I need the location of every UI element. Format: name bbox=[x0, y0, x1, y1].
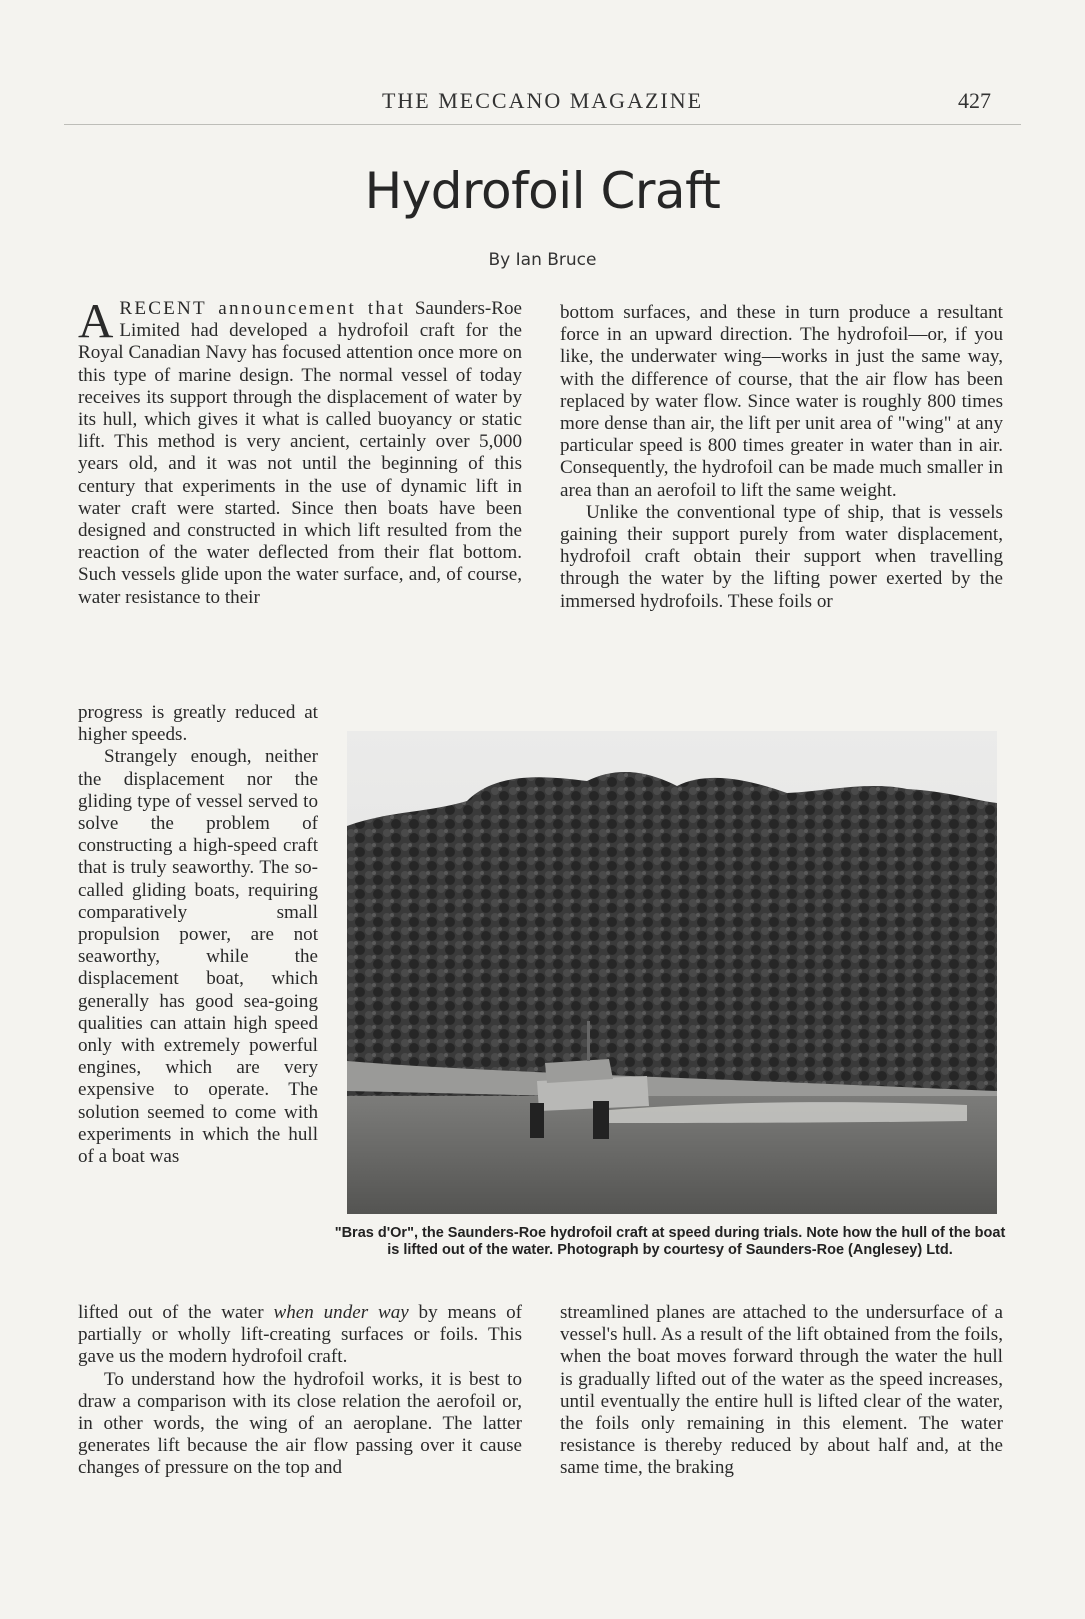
lifted-italic: when under way bbox=[273, 1302, 409, 1323]
magazine-title: THE MECCANO MAGAZINE bbox=[381, 88, 704, 113]
paragraph-streamlined: streamlined planes are attached to the undersurface of a vessel's hull. As a result of the lift obtained from the foils, when the boat moves forward through the water the hull is gradually lifted out of the water as the speed increases, until eventually the entire hull is lifted clear of the water, the foils only remaining in this element. The water resistance is thereby reduced by about half and, at the same time, the braking bbox=[560, 1302, 1003, 1479]
paragraph-unlike: Unlike the conventional type of ship, that is vessels gaining their support purely from water displacement, hydrofoil craft obtain their support when travelling through the water by the lifting power exerted by the immersed hydrofoils. These foils or bbox=[560, 501, 1003, 612]
article-title: Hydrofoil Craft bbox=[364, 162, 721, 220]
photo-illustration bbox=[347, 731, 997, 1214]
page-number: 427 bbox=[958, 88, 991, 113]
intro-rest: Saunders-Roe Limited had developed a hydrofoil craft for the Royal Canadian Navy has focused attention once more on this type of marine design. The normal vessel of today receives its support through the displacement of water by its hull, which gives it what is called buoyancy or static lift. This method is very ancient, certainly over 5,000 years old, and it was not until the beginning of this century that experiments in the use of dynamic lift in water craft were started. Since then boats have been designed and constructed in which lift resulted from the reaction of the water deflected from their flat bottom. Such vessels glide upon the water surface, and, of course, water resistance to their bbox=[78, 298, 522, 608]
running-head bbox=[64, 84, 1021, 125]
left-column-narrow bbox=[78, 702, 318, 1168]
lifted-start: lifted out of the water bbox=[78, 1302, 274, 1323]
paragraph-strangely: Strangely enough, neither the displacement nor the gliding type of vessel served to solve the problem of constructing a high-speed craft that is truly seaworthy. The so-called gliding boats, requiring comparatively small propulsion power, are not seaworthy, while the displacement boat, which generally has good sea-going qualities can attain high speed only with extremely powerful engines, which are very expensive to operate. The solution seemed to come with experiments in which the hull of a boat was bbox=[78, 746, 318, 1168]
left-column-top bbox=[78, 293, 522, 609]
photo-caption: "Bras d'Or", the Saunders-Roe hydrofoil craft at speed during trials. Note how the hull of the boat is lifted out of the water. Photograph by courtesy of Saunders-Roe (Anglesey) Ltd. bbox=[334, 1225, 1006, 1258]
byline: By Ian Bruce bbox=[488, 250, 597, 270]
paragraph-lifted bbox=[78, 1302, 522, 1369]
lifted-end: by means of partially or wholly lift-creating surfaces or foils. This gave us the modern hydrofoil craft. bbox=[78, 1302, 522, 1368]
paragraph-progress: progress is greatly reduced at higher speeds. bbox=[78, 702, 318, 746]
paragraph-intro bbox=[78, 293, 522, 609]
paragraph-bottom-surfaces: bottom surfaces, and these in turn produce a resultant force in an upward direction. The hydrofoil—or, if you like, the underwater wing—works in just the same way, with the difference of course, that the air flow has been replaced by water flow. Since water is roughly 800 times more dense than air, the lift per unit area of "wing" at any particular speed is 800 times greater in water than in air. Consequently, the hydrofoil can be made much smaller in area than an aerofoil to lift the same weight. bbox=[560, 302, 1003, 501]
paragraph-understand: To understand how the hydrofoil works, it is best to draw a comparison with its close relation the aerofoil or, in other words, the wing of an aeroplane. The latter generates lift because the air flow passing over it cause changes of pressure on the top and bbox=[78, 1368, 522, 1479]
right-column-bottom bbox=[560, 1302, 1003, 1480]
hydrofoil-photo bbox=[347, 731, 997, 1214]
right-column-top bbox=[560, 302, 1003, 613]
left-column-bottom bbox=[78, 1302, 522, 1480]
intro-first-line: RECENT announcement that bbox=[119, 298, 406, 319]
drop-cap: A bbox=[78, 293, 114, 348]
